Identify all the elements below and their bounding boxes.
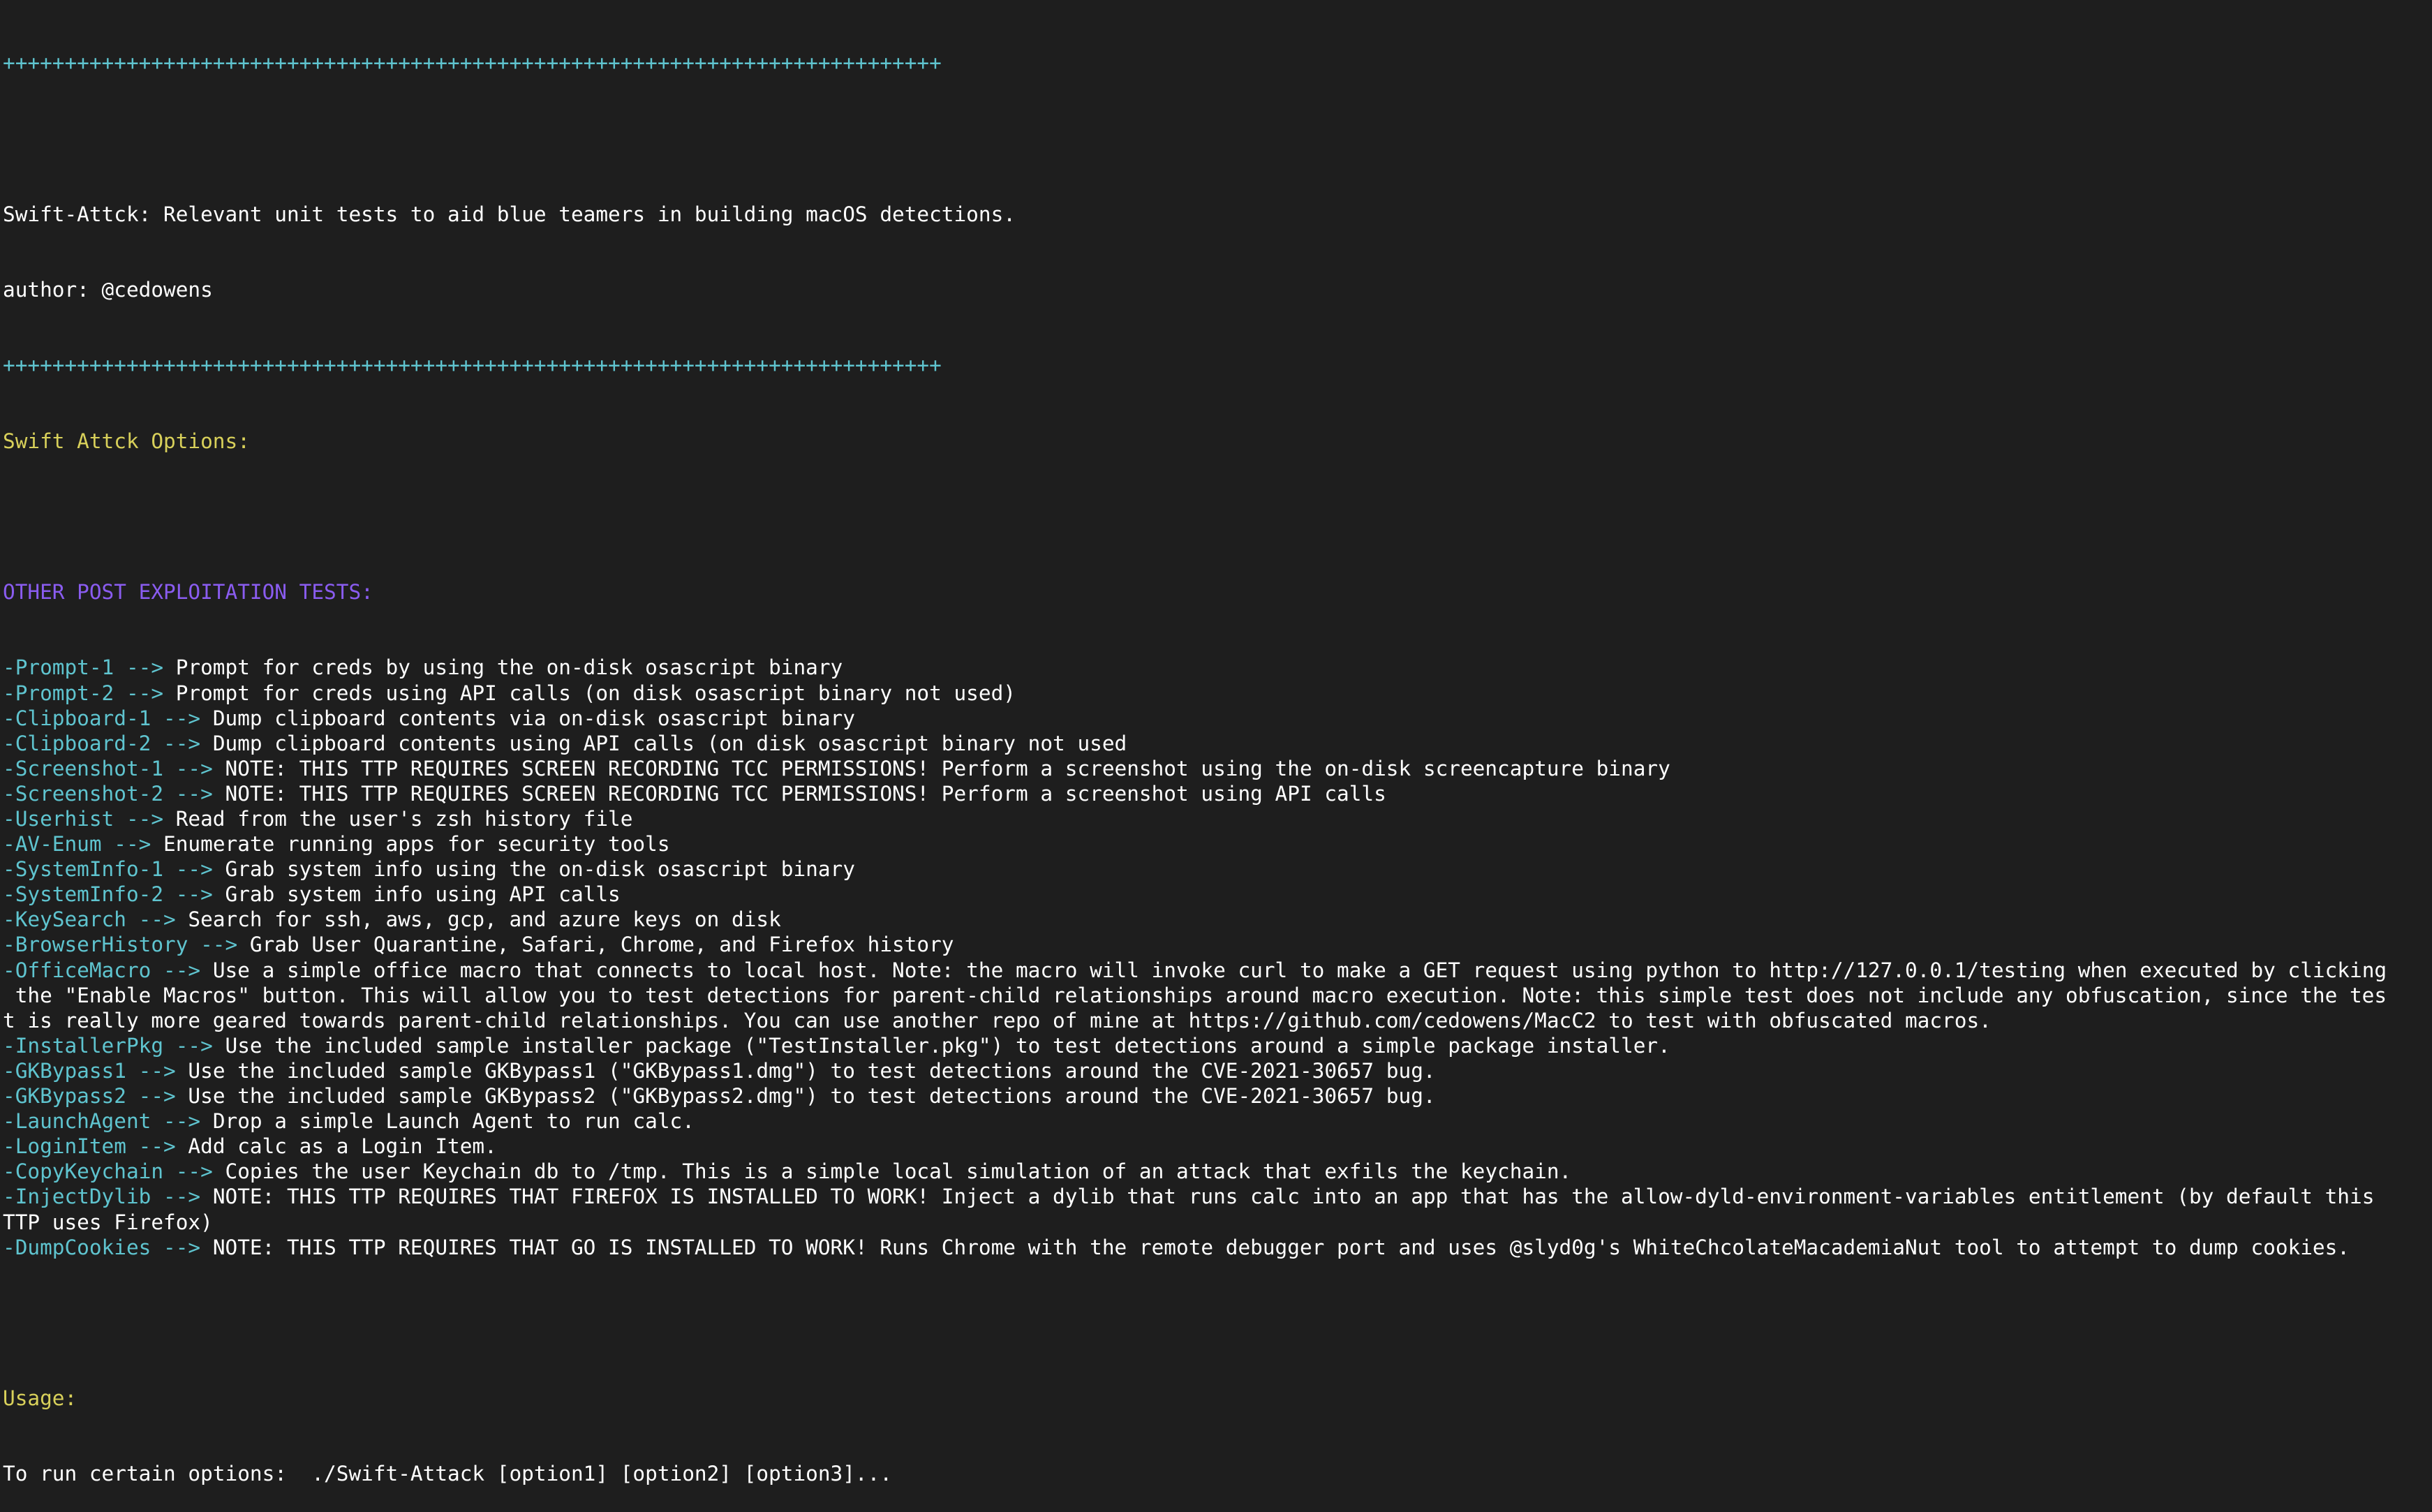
option-line [3,806,2429,831]
option-flag: -GKBypass2 --> [3,1084,176,1109]
option-description: Prompt for creds by using the on-disk osascript binary [163,655,843,680]
tagline: Swift-Attck: Relevant unit tests to aid blue teamers in building macOS detections. [3,202,1016,226]
option-flag: -LaunchAgent --> [3,1109,201,1134]
option-line [3,831,2429,857]
option-line [3,1235,2429,1260]
option-flag: -SystemInfo-1 --> [3,857,213,882]
terminal-output [3,0,2429,1486]
option-description: Dump clipboard contents using API calls (on disk osascript binary not used [200,731,1127,755]
option-description: Use a simple office macro that connects to local host. Note: the macro will invoke curl to make a GET request using python to http://127.0.0.1/testing when executed by clicking [200,958,2387,982]
option-description: Grab User Quarantine, Safari, Chrome, and Firefox history [237,933,954,957]
option-flag: -DumpCookies --> [3,1235,201,1259]
option-line [3,1033,2429,1058]
option-line [3,1134,2429,1159]
option-description: Grab system info using the on-disk osascript binary [212,857,855,882]
option-flag: -InjectDylib --> [3,1185,201,1209]
option-line [3,907,2429,932]
option-flag: -BrowserHistory --> [3,933,238,957]
option-description: NOTE: THIS TTP REQUIRES THAT FIREFOX IS INSTALLED TO WORK! Inject a dylib that runs calc into an app that has the allow-dyld-environment-variables entitlement (by default this [200,1185,2375,1209]
blank-line [3,504,2429,529]
option-flag: -Userhist --> [3,807,164,831]
option-description: NOTE: THIS TTP REQUIRES THAT GO IS INSTALLED TO WORK! Runs Chrome with the remote debugger port and uses @slyd0g's WhiteChcolateMacademiaNut tool to attempt to dump cookies. [200,1235,2350,1259]
option-flag: -Prompt-1 --> [3,655,164,680]
option-flag: -AV-Enum --> [3,832,151,857]
banner-bottom: ++++++++++++++++++++++++++++++++++++++++++++++++++++++++++++++++++++++++++++ [3,353,942,378]
option-flag: -Prompt-2 --> [3,681,164,705]
option-line [3,681,2429,706]
option-description: Copies the user Keychain db to /tmp. This is a simple local simulation of an attack that exfils the keychain. [212,1159,1572,1184]
option-flag: -CopyKeychain --> [3,1159,213,1184]
option-description: Enumerate running apps for security tools [151,832,670,857]
option-flag: -OfficeMacro --> [3,958,201,982]
option-line [3,932,2429,957]
option-description: Prompt for creds using API calls (on disk osascript binary not used) [163,681,1016,705]
option-description: Search for ssh, aws, gcp, and azure keys on disk [175,907,781,932]
option-description: Add calc as a Login Item. [175,1134,497,1159]
option-description: Use the included sample GKBypass1 ("GKBypass1.dmg") to test detections around the CVE-2021-30657 bug. [175,1058,1436,1083]
option-description: Dump clipboard contents via on-disk osascript binary [200,706,855,730]
option-line [3,655,2429,680]
option-description-continuation: t is really more geared towards parent-child relationships. You can use another repo of mine at https://github.com/cedowens/MacC2 to test with obfuscated macros. [3,1008,1992,1032]
option-description: Use the included sample GKBypass2 ("GKBypass2.dmg") to test detections around the CVE-2021-30657 bug. [175,1084,1436,1109]
option-description: Use the included sample installer package ("TestInstaller.pkg") to test detections around a simple package installer. [212,1033,1670,1058]
option-line [3,1109,2429,1134]
option-flag: -Clipboard-2 --> [3,731,201,755]
option-flag: -InstallerPkg --> [3,1033,213,1058]
option-line [3,1083,2429,1109]
option-description: NOTE: THIS TTP REQUIRES SCREEN RECORDING TCC PERMISSIONS! Perform a screenshot using API calls [212,781,1386,806]
option-description-continuation: the "Enable Macros" button. This will allow you to test detections for parent-child relationships around macro execution. Note: this simple test does not include any obfuscation, since the tes [3,983,2387,1007]
option-line [3,958,2429,983]
blank-line [3,126,2429,151]
option-flag: -KeySearch --> [3,907,176,932]
usage-text: To run certain options: ./Swift-Attack [option1] [option2] [option3]... [3,1462,893,1486]
option-description: Grab system info using API calls [212,882,621,907]
option-flag: -Screenshot-2 --> [3,781,213,806]
option-description: NOTE: THIS TTP REQUIRES SCREEN RECORDING TCC PERMISSIONS! Perform a screenshot using the on-disk screencapture binary [212,756,1670,780]
banner-top: ++++++++++++++++++++++++++++++++++++++++++++++++++++++++++++++++++++++++++++ [3,51,942,75]
option-description-continuation: TTP uses Firefox) [3,1210,213,1234]
option-line [3,857,2429,882]
option-flag: -GKBypass1 --> [3,1058,176,1083]
option-flag: -Clipboard-1 --> [3,706,201,730]
section-heading: OTHER POST EXPLOITATION TESTS: [3,580,373,605]
option-line [3,1159,2429,1184]
option-line [3,731,2429,756]
usage-heading: Usage: [3,1386,77,1411]
author-line: author: @cedowens [3,278,213,302]
options-list [3,655,2429,1259]
option-description: Read from the user's zsh history file [163,807,633,831]
option-flag: -SystemInfo-2 --> [3,882,213,907]
option-flag: -Screenshot-1 --> [3,756,213,780]
option-line [3,882,2429,907]
option-line [3,781,2429,806]
option-line [3,706,2429,731]
option-line [3,1184,2429,1209]
blank-line [3,1310,2429,1335]
option-line [3,1058,2429,1083]
option-flag: -LoginItem --> [3,1134,176,1159]
options-heading: Swift Attck Options: [3,429,250,453]
option-description: Drop a simple Launch Agent to run calc. [200,1109,695,1134]
option-line [3,756,2429,781]
